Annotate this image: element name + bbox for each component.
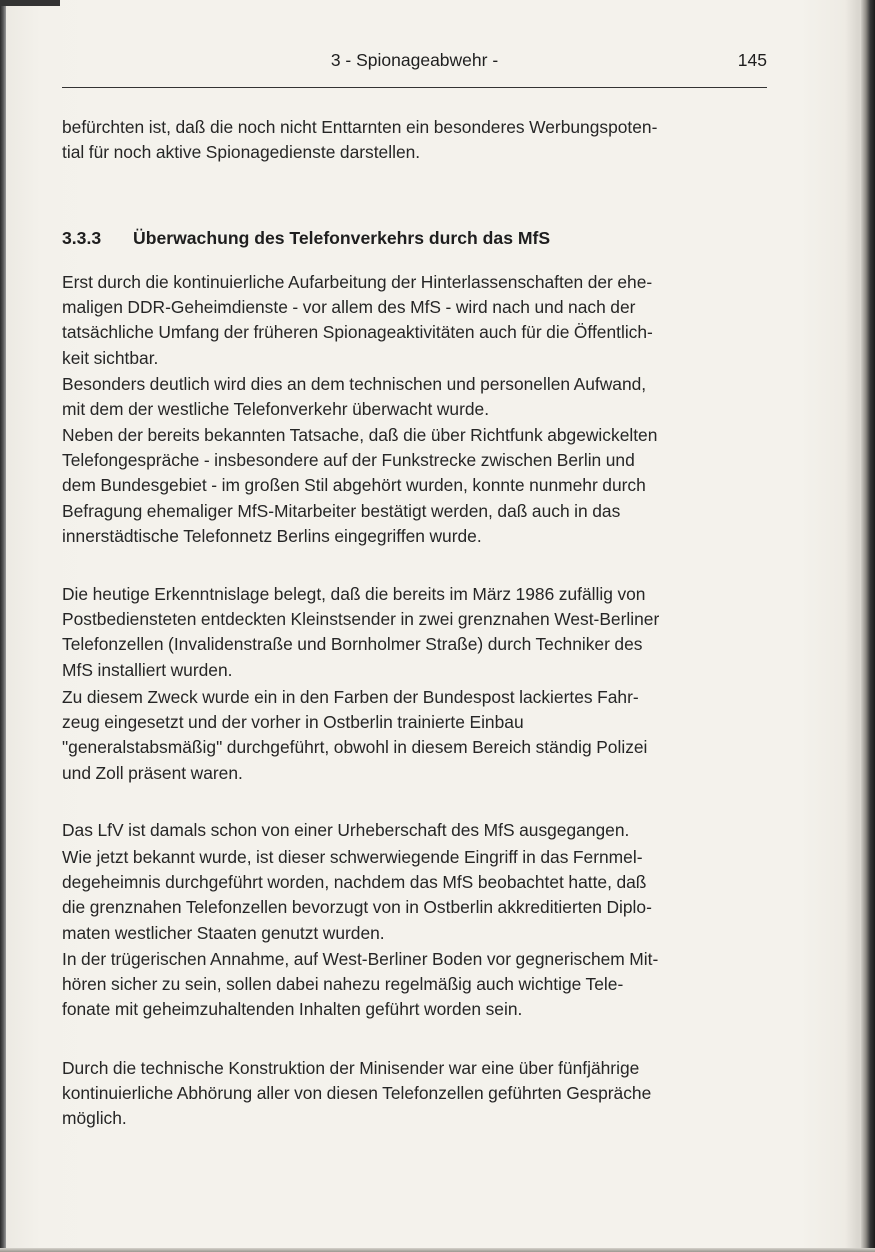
page-edge-right xyxy=(861,0,875,1252)
paragraph: Durch die technische Konstruktion der Minisender war eine über fünfjährige kontinuierliche Abhörung aller von diesen Telefonzellen geführten Gespräche möglich. xyxy=(62,1058,652,1129)
page-edge-left xyxy=(0,0,6,1252)
header-rule xyxy=(62,87,767,88)
running-head xyxy=(62,50,767,72)
paragraph: Neben der bereits bekannten Tatsache, daß die über Richtfunk abgewickelten Telefongespräche - insbesondere auf der Funkstrecke zwischen Berlin und dem Bundesgebiet - im großen Stil abgehört wurden, konnte nunmehr durch Befragung ehemaliger MfS-Mitarbeiter bestätigt werden, daß auch in das innerstädtische Telefonnetz Berlins eingegriffen wurde. xyxy=(62,425,658,546)
section-number: 3.3.3 xyxy=(62,228,102,248)
paragraph: Das LfV ist damals schon von einer Urheberschaft des MfS ausgegangen. xyxy=(62,820,630,840)
page-edge-bottom xyxy=(0,1248,875,1252)
paragraph: In der trügerischen Annahme, auf West-Berliner Boden vor gegnerischem Mit- hören sicher zu sein, sollen dabei nahezu regelmäßig auch wichtige Tele- fonate mit geheimzuhaltenden Inhalten geführt worden sein. xyxy=(62,949,659,1020)
page-edge-top xyxy=(0,0,60,6)
page-number: 145 xyxy=(737,50,767,70)
paragraph: Zu diesem Zweck wurde ein in den Farben der Bundespost lackiertes Fahr- zeug eingesetzt und der vorher in Ostberlin trainierte Einbau "generalstabsmäßig" durchgeführt, obwohl in diesem Bereich ständig Polizei und Zoll präsent waren. xyxy=(62,687,648,783)
paragraph: Besonders deutlich wird dies an dem technischen und personellen Aufwand, mit dem der westliche Telefonverkehr überwacht wurde. xyxy=(62,374,647,420)
section-heading xyxy=(62,226,767,250)
running-title: 3 - Spionageabwehr - xyxy=(330,50,499,70)
paragraph: Wie jetzt bekannt wurde, ist dieser schwerwiegende Eingriff in das Fernmel- degeheimnis durchgeführt worden, nachdem das MfS beobachtet hatte, daß die grenznahen Telefonzellen bevorzugt von in Ostberlin akkreditierten Diplo- maten westlicher Staaten genutzt wurden. xyxy=(62,847,652,943)
paragraph-continuation: befürchten ist, daß die noch nicht Enttarnten ein besonderes Werbungspoten- tial für noch aktive Spionagedienste darstellen. xyxy=(62,117,658,163)
section-title: Überwachung des Telefonverkehrs durch das MfS xyxy=(133,228,551,248)
paragraph: Erst durch die kontinuierliche Aufarbeitung der Hinterlassenschaften der ehe- maligen DDR-Geheimdienste - vor allem des MfS - wird nach und nach der tatsächliche Umfang der früheren Spionageaktivitäten auch für die Öffentlich- keit sichtbar. xyxy=(62,272,653,368)
paragraph: Die heutige Erkenntnislage belegt, daß die bereits im März 1986 zufällig von Postbediensteten entdeckten Kleinstsender in zwei grenznahen West-Berliner Telefonzellen (Invalidenstraße und Bornholmer Straße) durch Techniker des MfS installiert wurden. xyxy=(62,584,660,680)
